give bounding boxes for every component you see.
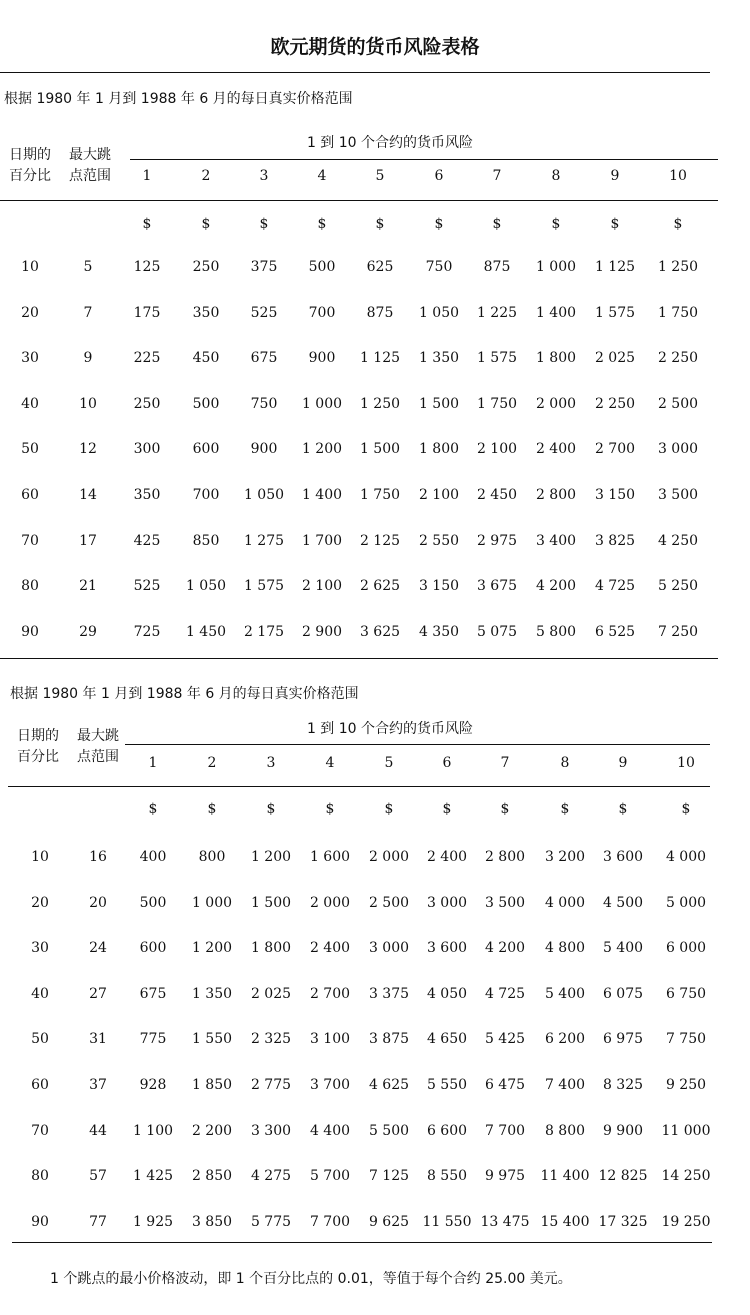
risk-value-cell: 4 650 xyxy=(426,1031,468,1048)
currency-symbol: $ xyxy=(610,216,620,232)
risk-value-cell: 2 000 xyxy=(535,395,577,412)
risk-value-cell: 875 xyxy=(483,259,511,275)
risk-value-cell: 250 xyxy=(192,259,220,275)
row-date-percent: 50 xyxy=(31,1031,49,1048)
risk-value-cell: 3 500 xyxy=(484,894,526,911)
row-date-percent: 30 xyxy=(31,940,49,957)
risk-value-cell: 1 575 xyxy=(243,578,285,595)
table-subtitle: 根据 1980 年 1 月到 1988 年 6 月的每日真实价格范围 xyxy=(10,686,359,702)
risk-value-cell: 750 xyxy=(425,259,453,275)
risk-value-cell: 3 500 xyxy=(657,487,699,503)
risk-value-cell: 1 850 xyxy=(191,1077,233,1093)
contract-count-header: 9 xyxy=(618,755,628,771)
risk-value-cell: 12 825 xyxy=(598,1168,648,1185)
risk-value-cell: 1 050 xyxy=(418,304,460,321)
risk-value-cell: 2 000 xyxy=(309,894,351,911)
risk-value-cell: 928 xyxy=(139,1077,167,1093)
risk-value-cell: 9 975 xyxy=(484,1168,526,1185)
risk-value-cell: 675 xyxy=(250,350,278,367)
risk-value-cell: 1 350 xyxy=(418,350,460,367)
currency-symbol: $ xyxy=(142,216,152,232)
risk-value-cell: 17 325 xyxy=(598,1213,648,1230)
risk-value-cell: 1 450 xyxy=(185,623,227,640)
risk-value-cell: 7 700 xyxy=(309,1213,351,1230)
contract-count-header: 5 xyxy=(375,168,385,184)
row-max-ticks: 16 xyxy=(89,849,107,865)
risk-value-cell: 4 000 xyxy=(544,894,586,911)
contract-count-header: 4 xyxy=(317,168,327,184)
contract-count-header: 7 xyxy=(500,755,510,771)
currency-symbol: $ xyxy=(384,801,394,817)
risk-value-cell: 2 850 xyxy=(191,1168,233,1185)
risk-value-cell: 11 550 xyxy=(422,1213,472,1230)
row-date-percent: 20 xyxy=(31,894,49,911)
row-max-ticks: 21 xyxy=(79,578,97,595)
risk-value-cell: 2 025 xyxy=(594,350,636,367)
column-header-max-tick-range: 最大跳 点范围 xyxy=(77,728,119,765)
risk-value-cell: 5 400 xyxy=(544,985,586,1002)
row-date-percent: 70 xyxy=(21,532,39,549)
currency-symbol: $ xyxy=(148,801,158,817)
risk-value-cell: 2 000 xyxy=(368,849,410,865)
row-date-percent: 20 xyxy=(21,304,39,321)
risk-value-cell: 2 250 xyxy=(657,350,699,367)
risk-value-cell: 2 125 xyxy=(359,532,401,549)
currency-symbol: $ xyxy=(259,216,269,232)
risk-value-cell: 700 xyxy=(308,304,336,321)
risk-value-cell: 3 100 xyxy=(309,1031,351,1048)
risk-value-cell: 4 725 xyxy=(484,985,526,1002)
currency-symbol: $ xyxy=(551,216,561,232)
risk-value-cell: 1 000 xyxy=(191,894,233,911)
risk-value-cell: 5 425 xyxy=(484,1031,526,1048)
currency-symbol: $ xyxy=(500,801,510,817)
risk-value-cell: 5 400 xyxy=(602,940,644,957)
risk-value-cell: 9 250 xyxy=(665,1077,707,1093)
risk-value-cell: 6 600 xyxy=(426,1122,468,1139)
risk-value-cell: 3 600 xyxy=(602,849,644,865)
risk-value-cell: 4 200 xyxy=(484,940,526,957)
risk-value-cell: 4 400 xyxy=(309,1122,351,1139)
risk-value-cell: 1 700 xyxy=(301,532,343,549)
risk-value-cell: 2 100 xyxy=(301,578,343,595)
risk-value-cell: 425 xyxy=(133,532,161,549)
group-rule xyxy=(125,744,710,745)
risk-value-cell: 4 725 xyxy=(594,578,636,595)
header-rule xyxy=(0,200,718,201)
risk-value-cell: 7 125 xyxy=(368,1168,410,1185)
row-date-percent: 50 xyxy=(21,441,39,458)
row-max-ticks: 29 xyxy=(79,623,97,640)
contract-count-header: 1 xyxy=(148,755,158,771)
risk-value-cell: 2 250 xyxy=(594,395,636,412)
risk-value-cell: 5 550 xyxy=(426,1077,468,1093)
risk-value-cell: 3 875 xyxy=(368,1031,410,1048)
contract-count-header: 3 xyxy=(266,755,276,771)
currency-symbol: $ xyxy=(442,801,452,817)
risk-value-cell: 5 775 xyxy=(250,1213,292,1230)
row-max-ticks: 12 xyxy=(79,441,97,458)
currency-symbol: $ xyxy=(492,216,502,232)
risk-value-cell: 1 500 xyxy=(250,894,292,911)
risk-value-cell: 1 250 xyxy=(359,395,401,412)
risk-value-cell: 3 150 xyxy=(594,487,636,503)
row-date-percent: 30 xyxy=(21,350,39,367)
risk-value-cell: 2 400 xyxy=(309,940,351,957)
risk-value-cell: 375 xyxy=(250,259,278,275)
risk-value-cell: 350 xyxy=(133,487,161,503)
row-date-percent: 80 xyxy=(21,578,39,595)
risk-value-cell: 2 100 xyxy=(476,441,518,458)
contract-count-header: 8 xyxy=(560,755,570,771)
risk-value-cell: 8 550 xyxy=(426,1168,468,1185)
risk-value-cell: 2 450 xyxy=(476,487,518,503)
risk-value-cell: 2 900 xyxy=(301,623,343,640)
risk-value-cell: 3 700 xyxy=(309,1077,351,1093)
currency-symbol: $ xyxy=(207,801,217,817)
risk-value-cell: 1 050 xyxy=(185,578,227,595)
risk-value-cell: 1 500 xyxy=(418,395,460,412)
risk-value-cell: 2 775 xyxy=(250,1077,292,1093)
row-max-ticks: 27 xyxy=(89,985,107,1002)
risk-value-cell: 19 250 xyxy=(661,1213,711,1230)
risk-value-cell: 2 800 xyxy=(535,487,577,503)
row-max-ticks: 24 xyxy=(89,940,107,957)
risk-value-cell: 1 100 xyxy=(132,1122,174,1139)
footnote: 1 个跳点的最小价格波动，即 1 个百分比点的 0.01，等值于每个合约 25.00 美元。 xyxy=(50,1271,572,1287)
risk-value-cell: 525 xyxy=(250,304,278,321)
risk-value-cell: 3 625 xyxy=(359,623,401,640)
risk-value-cell: 450 xyxy=(192,350,220,367)
risk-value-cell: 6 750 xyxy=(665,985,707,1002)
currency-symbol: $ xyxy=(673,216,683,232)
risk-value-cell: 2 625 xyxy=(359,578,401,595)
risk-value-cell: 900 xyxy=(250,441,278,458)
risk-value-cell: 675 xyxy=(139,985,167,1002)
risk-value-cell: 1 800 xyxy=(250,940,292,957)
row-date-percent: 10 xyxy=(31,849,49,865)
risk-value-cell: 3 000 xyxy=(657,441,699,458)
row-date-percent: 40 xyxy=(31,985,49,1002)
currency-symbol: $ xyxy=(325,801,335,817)
contract-count-header: 5 xyxy=(384,755,394,771)
risk-value-cell: 5 800 xyxy=(535,623,577,640)
risk-value-cell: 6 000 xyxy=(665,940,707,957)
risk-value-cell: 500 xyxy=(139,894,167,911)
contract-count-header: 4 xyxy=(325,755,335,771)
contract-count-header: 8 xyxy=(551,168,561,184)
risk-value-cell: 11 400 xyxy=(540,1168,590,1185)
risk-value-cell: 4 350 xyxy=(418,623,460,640)
risk-value-cell: 6 200 xyxy=(544,1031,586,1048)
contract-count-header: 6 xyxy=(442,755,452,771)
risk-value-cell: 9 625 xyxy=(368,1213,410,1230)
currency-symbol: $ xyxy=(560,801,570,817)
risk-value-cell: 1 125 xyxy=(594,259,636,275)
risk-value-cell: 1 925 xyxy=(132,1213,174,1230)
risk-value-cell: 1 225 xyxy=(476,304,518,321)
risk-value-cell: 2 200 xyxy=(191,1122,233,1139)
risk-value-cell: 3 400 xyxy=(535,532,577,549)
header-rule xyxy=(8,786,710,787)
risk-value-cell: 1 575 xyxy=(476,350,518,367)
risk-value-cell: 1 750 xyxy=(476,395,518,412)
risk-value-cell: 2 025 xyxy=(250,985,292,1002)
risk-value-cell: 1 200 xyxy=(191,940,233,957)
risk-value-cell: 1 275 xyxy=(243,532,285,549)
row-max-ticks: 14 xyxy=(79,487,97,503)
risk-value-cell: 7 750 xyxy=(665,1031,707,1048)
risk-value-cell: 4 800 xyxy=(544,940,586,957)
risk-value-cell: 1 250 xyxy=(657,259,699,275)
column-header-date-percent: 日期的 百分比 xyxy=(17,728,59,765)
row-max-ticks: 57 xyxy=(89,1168,107,1185)
contract-count-header: 1 xyxy=(142,168,152,184)
risk-value-cell: 5 000 xyxy=(665,894,707,911)
risk-value-cell: 6 975 xyxy=(602,1031,644,1048)
risk-value-cell: 4 275 xyxy=(250,1168,292,1185)
risk-value-cell: 8 800 xyxy=(544,1122,586,1139)
contract-count-header: 10 xyxy=(669,168,687,184)
risk-value-cell: 1 800 xyxy=(535,350,577,367)
risk-value-cell: 3 000 xyxy=(426,894,468,911)
table-bottom-rule xyxy=(12,1242,712,1243)
risk-value-cell: 2 100 xyxy=(418,487,460,503)
risk-value-cell: 1 750 xyxy=(359,487,401,503)
risk-value-cell: 875 xyxy=(366,304,394,321)
risk-value-cell: 3 375 xyxy=(368,985,410,1002)
risk-value-cell: 7 700 xyxy=(484,1122,526,1139)
row-date-percent: 60 xyxy=(31,1077,49,1093)
risk-value-cell: 1 400 xyxy=(535,304,577,321)
contract-count-header: 9 xyxy=(610,168,620,184)
contract-count-header: 6 xyxy=(434,168,444,184)
risk-value-cell: 3 000 xyxy=(368,940,410,957)
risk-value-cell: 3 150 xyxy=(418,578,460,595)
risk-value-cell: 3 850 xyxy=(191,1213,233,1230)
risk-value-cell: 1 000 xyxy=(301,395,343,412)
risk-value-cell: 1 400 xyxy=(301,487,343,503)
currency-symbol: $ xyxy=(681,801,691,817)
risk-value-cell: 125 xyxy=(133,259,161,275)
risk-value-cell: 15 400 xyxy=(540,1213,590,1230)
table-subtitle: 根据 1980 年 1 月到 1988 年 6 月的每日真实价格范围 xyxy=(4,91,353,107)
risk-value-cell: 6 075 xyxy=(602,985,644,1002)
risk-value-cell: 2 550 xyxy=(418,532,460,549)
row-max-ticks: 10 xyxy=(79,395,97,412)
risk-value-cell: 775 xyxy=(139,1031,167,1048)
currency-symbol: $ xyxy=(317,216,327,232)
risk-value-cell: 1 125 xyxy=(359,350,401,367)
row-date-percent: 90 xyxy=(31,1213,49,1230)
row-max-ticks: 44 xyxy=(89,1122,107,1139)
risk-value-cell: 14 250 xyxy=(661,1168,711,1185)
risk-value-cell: 2 400 xyxy=(426,849,468,865)
risk-value-cell: 1 575 xyxy=(594,304,636,321)
risk-value-cell: 250 xyxy=(133,395,161,412)
row-max-ticks: 17 xyxy=(79,532,97,549)
title-rule xyxy=(0,72,710,73)
risk-value-cell: 600 xyxy=(139,940,167,957)
currency-symbol: $ xyxy=(618,801,628,817)
risk-value-cell: 725 xyxy=(133,623,161,640)
risk-value-cell: 2 500 xyxy=(368,894,410,911)
risk-value-cell: 1 050 xyxy=(243,487,285,503)
row-max-ticks: 5 xyxy=(83,259,93,275)
row-date-percent: 70 xyxy=(31,1122,49,1139)
risk-value-cell: 13 475 xyxy=(480,1213,530,1230)
risk-value-cell: 3 825 xyxy=(594,532,636,549)
risk-value-cell: 1 000 xyxy=(535,259,577,275)
row-date-percent: 80 xyxy=(31,1168,49,1185)
group-header: 1 到 10 个合约的货币风险 xyxy=(306,135,474,151)
risk-value-cell: 2 500 xyxy=(657,395,699,412)
risk-value-cell: 8 325 xyxy=(602,1077,644,1093)
risk-value-cell: 5 250 xyxy=(657,578,699,595)
risk-value-cell: 175 xyxy=(133,304,161,321)
risk-value-cell: 3 675 xyxy=(476,578,518,595)
risk-value-cell: 1 550 xyxy=(191,1031,233,1048)
risk-value-cell: 2 175 xyxy=(243,623,285,640)
risk-value-cell: 2 325 xyxy=(250,1031,292,1048)
risk-value-cell: 525 xyxy=(133,578,161,595)
row-max-ticks: 77 xyxy=(89,1213,107,1230)
row-date-percent: 10 xyxy=(21,259,39,275)
risk-value-cell: 300 xyxy=(133,441,161,458)
row-date-percent: 60 xyxy=(21,487,39,503)
row-date-percent: 40 xyxy=(21,395,39,412)
contract-count-header: 10 xyxy=(677,755,695,771)
page-title: 欧元期货的货币风险表格 xyxy=(270,36,480,58)
row-max-ticks: 31 xyxy=(89,1031,107,1048)
group-rule xyxy=(130,159,718,160)
risk-value-cell: 1 425 xyxy=(132,1168,174,1185)
risk-value-cell: 1 200 xyxy=(250,849,292,865)
risk-value-cell: 2 800 xyxy=(484,849,526,865)
contract-count-header: 2 xyxy=(207,755,217,771)
risk-value-cell: 850 xyxy=(192,532,220,549)
risk-value-cell: 4 625 xyxy=(368,1077,410,1093)
risk-value-cell: 5 075 xyxy=(476,623,518,640)
row-date-percent: 90 xyxy=(21,623,39,640)
column-header-max-tick-range: 最大跳 点范围 xyxy=(69,147,111,184)
risk-value-cell: 4 500 xyxy=(602,894,644,911)
row-max-ticks: 9 xyxy=(83,350,93,367)
risk-value-cell: 2 700 xyxy=(594,441,636,458)
risk-value-cell: 400 xyxy=(139,849,167,865)
contract-count-header: 3 xyxy=(259,168,269,184)
currency-symbol: $ xyxy=(375,216,385,232)
risk-value-cell: 1 350 xyxy=(191,985,233,1002)
group-header: 1 到 10 个合约的货币风险 xyxy=(306,721,474,737)
currency-symbol: $ xyxy=(266,801,276,817)
risk-value-cell: 1 600 xyxy=(309,849,351,865)
currency-symbol: $ xyxy=(434,216,444,232)
risk-value-cell: 1 200 xyxy=(301,441,343,458)
risk-value-cell: 4 200 xyxy=(535,578,577,595)
risk-value-cell: 6 475 xyxy=(484,1077,526,1093)
risk-value-cell: 1 500 xyxy=(359,441,401,458)
risk-value-cell: 7 400 xyxy=(544,1077,586,1093)
column-header-date-percent: 日期的 百分比 xyxy=(9,147,51,184)
row-max-ticks: 7 xyxy=(83,304,93,321)
risk-value-cell: 3 300 xyxy=(250,1122,292,1139)
risk-value-cell: 225 xyxy=(133,350,161,367)
risk-value-cell: 3 200 xyxy=(544,849,586,865)
risk-value-cell: 750 xyxy=(250,395,278,412)
risk-value-cell: 4 050 xyxy=(426,985,468,1002)
risk-value-cell: 5 700 xyxy=(309,1168,351,1185)
contract-count-header: 7 xyxy=(492,168,502,184)
risk-value-cell: 7 250 xyxy=(657,623,699,640)
risk-value-cell: 350 xyxy=(192,304,220,321)
risk-value-cell: 2 975 xyxy=(476,532,518,549)
risk-value-cell: 800 xyxy=(198,849,226,865)
risk-value-cell: 2 400 xyxy=(535,441,577,458)
risk-value-cell: 4 250 xyxy=(657,532,699,549)
risk-value-cell: 11 000 xyxy=(661,1122,711,1139)
risk-value-cell: 900 xyxy=(308,350,336,367)
currency-symbol: $ xyxy=(201,216,211,232)
risk-value-cell: 700 xyxy=(192,487,220,503)
risk-value-cell: 1 750 xyxy=(657,304,699,321)
risk-value-cell: 5 500 xyxy=(368,1122,410,1139)
table-bottom-rule xyxy=(0,658,718,659)
risk-value-cell: 4 000 xyxy=(665,849,707,865)
risk-value-cell: 500 xyxy=(192,395,220,412)
contract-count-header: 2 xyxy=(201,168,211,184)
risk-value-cell: 625 xyxy=(366,259,394,275)
row-max-ticks: 20 xyxy=(89,894,107,911)
risk-value-cell: 3 600 xyxy=(426,940,468,957)
risk-value-cell: 1 800 xyxy=(418,441,460,458)
risk-value-cell: 600 xyxy=(192,441,220,458)
row-max-ticks: 37 xyxy=(89,1077,107,1093)
risk-value-cell: 2 700 xyxy=(309,985,351,1002)
risk-value-cell: 500 xyxy=(308,259,336,275)
risk-value-cell: 6 525 xyxy=(594,623,636,640)
risk-value-cell: 9 900 xyxy=(602,1122,644,1139)
